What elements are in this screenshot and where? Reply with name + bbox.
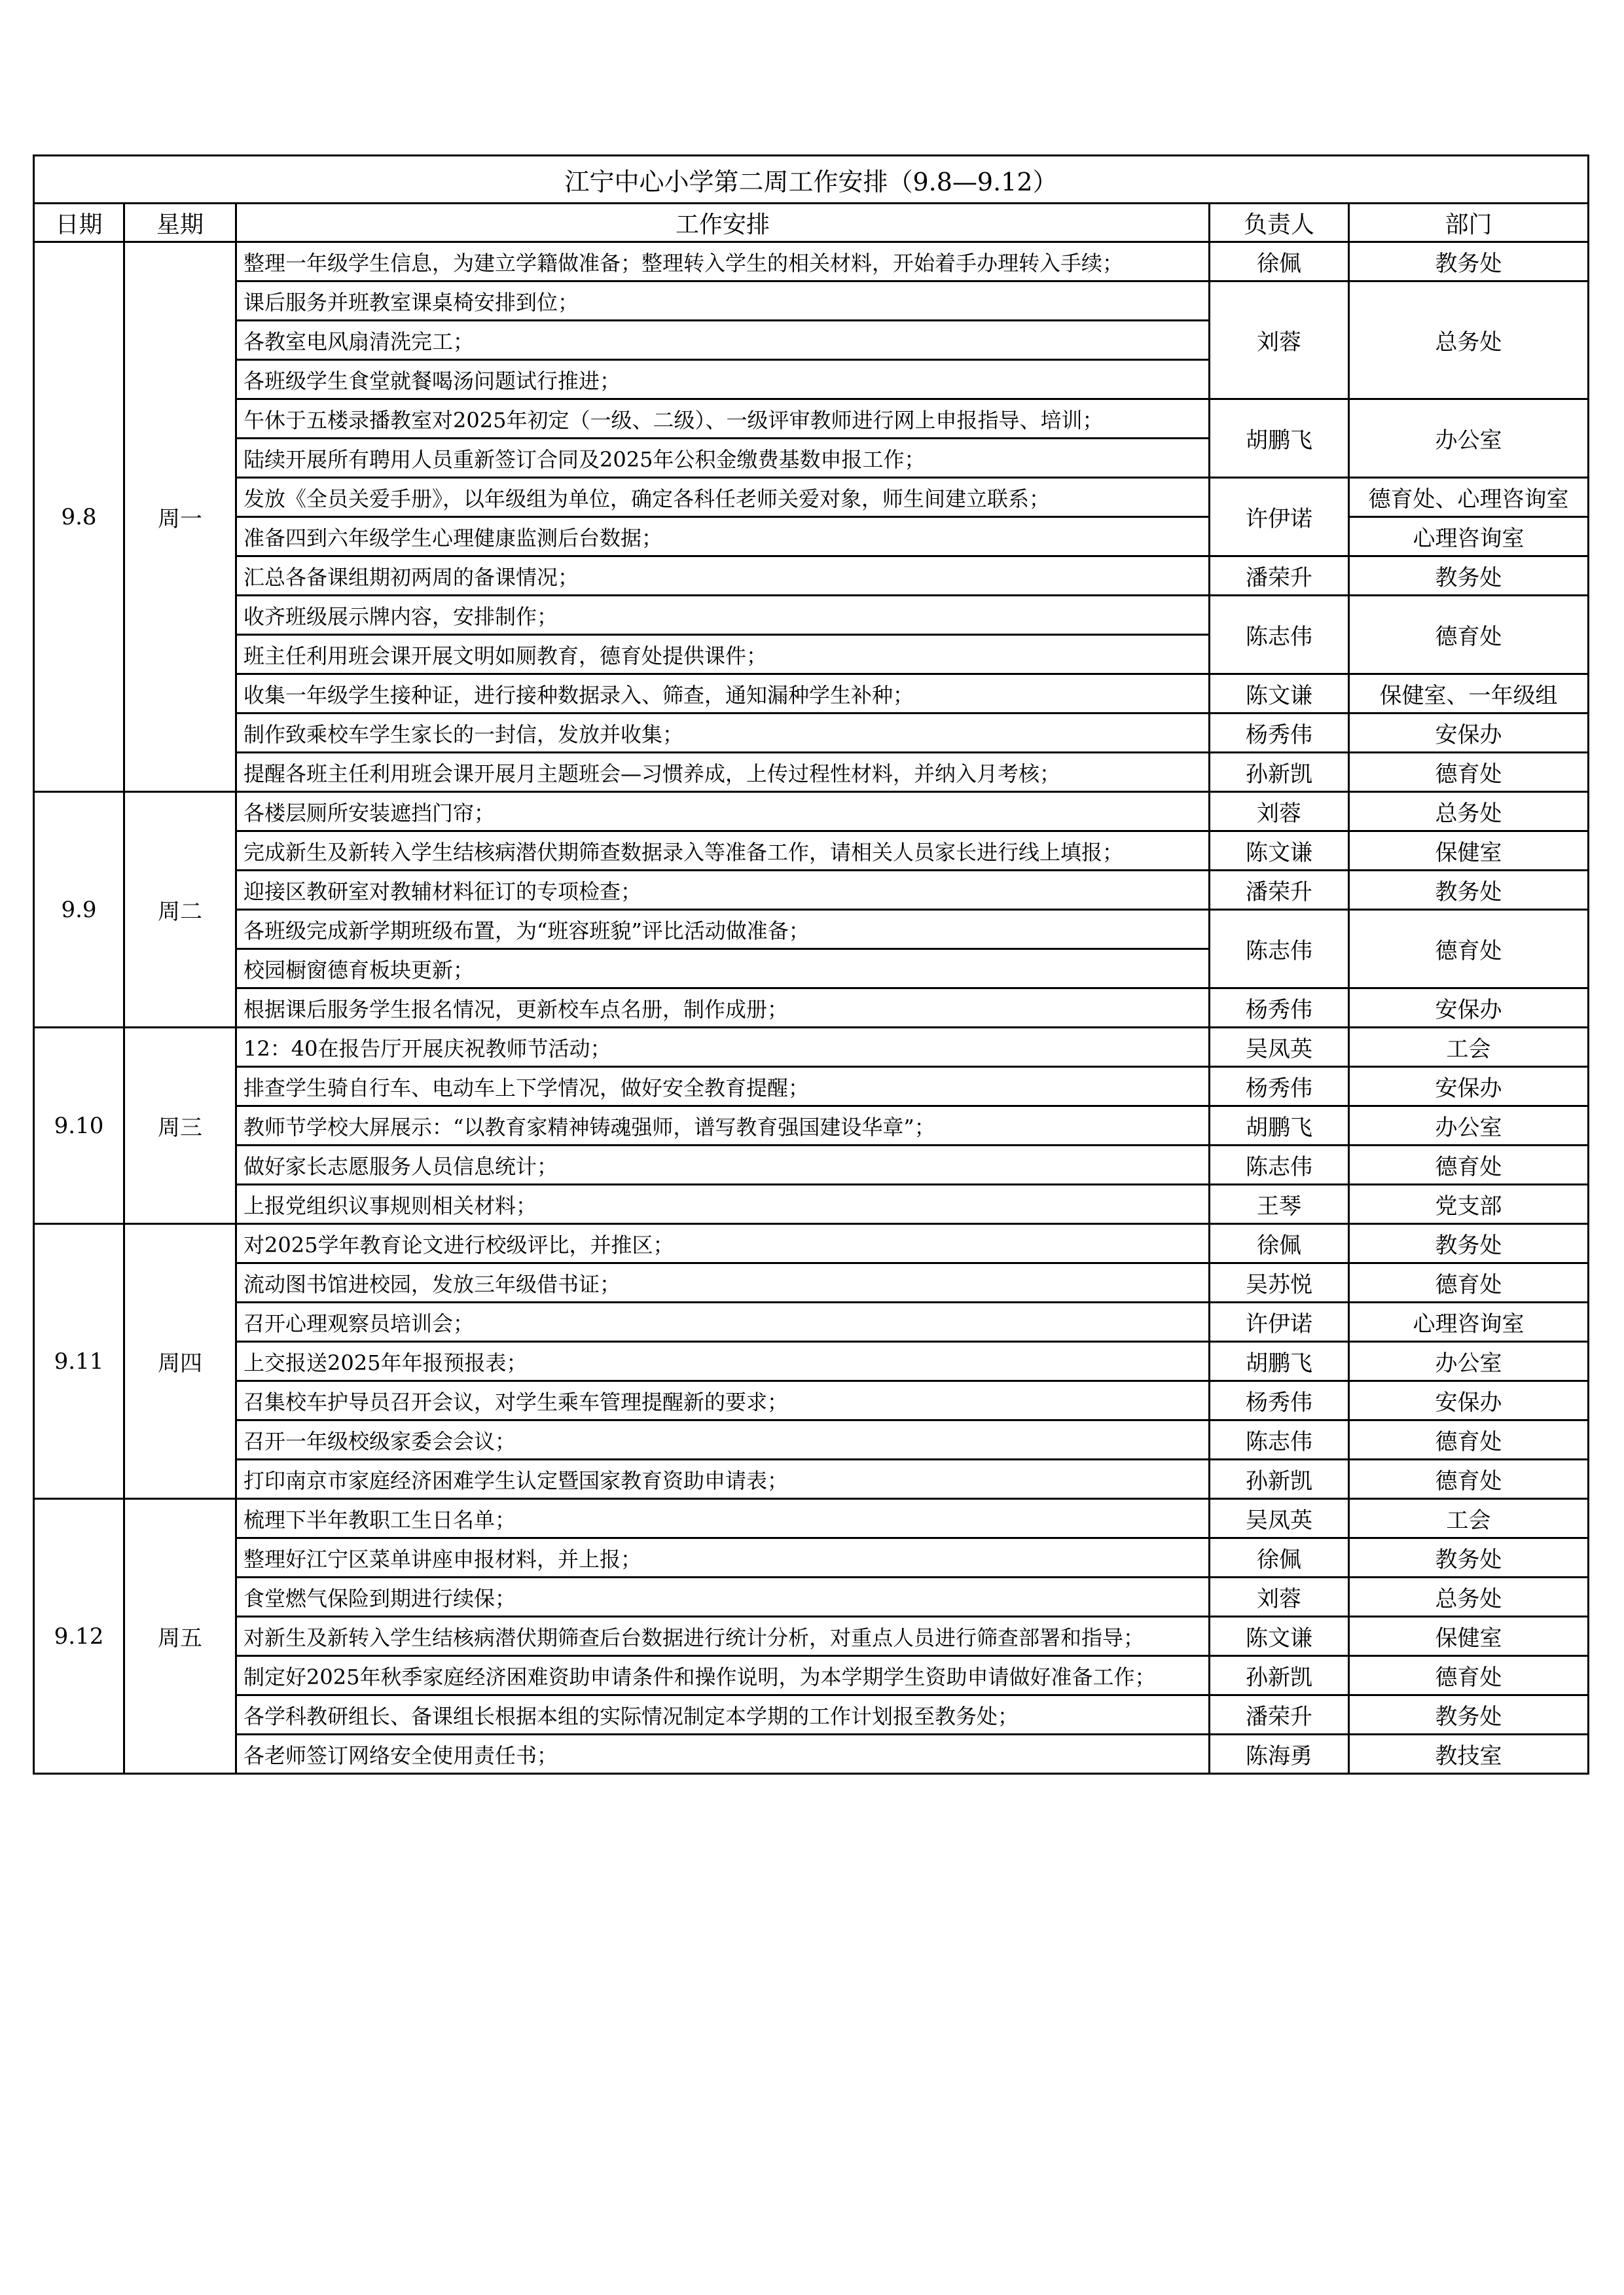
table-row xyxy=(34,1381,1589,1420)
task-cell: 打印南京市家庭经济困难学生认定暨国家教育资助申请表； xyxy=(236,1460,1210,1499)
table-row xyxy=(34,478,1589,517)
header-person: 负责人 xyxy=(1210,204,1349,242)
person-cell: 陈文谦 xyxy=(1210,1617,1349,1656)
task-cell: 各楼层厕所安装遮挡门帘； xyxy=(236,792,1210,831)
task-cell: 流动图书馆进校园，发放三年级借书证； xyxy=(236,1263,1210,1303)
dept-cell: 安保办 xyxy=(1349,1381,1589,1420)
table-row xyxy=(34,1303,1589,1342)
task-cell: 上交报送2025年年报预报表； xyxy=(236,1342,1210,1381)
task-cell: 对新生及新转入学生结核病潜伏期筛查后台数据进行统计分析，对重点人员进行筛查部署和指导； xyxy=(236,1617,1210,1656)
task-cell: 提醒各班主任利用班会课开展月主题班会—习惯养成，上传过程性材料，并纳入月考核； xyxy=(236,753,1210,792)
table-row xyxy=(34,714,1589,753)
table-row xyxy=(34,1578,1589,1617)
date-cell: 9.12 xyxy=(34,1499,124,1774)
table-row xyxy=(34,1735,1589,1774)
dept-cell: 办公室 xyxy=(1349,399,1589,478)
header-task: 工作安排 xyxy=(236,204,1210,242)
weekday-cell: 周一 xyxy=(124,242,236,792)
task-cell: 汇总各备课组期初两周的备课情况； xyxy=(236,556,1210,596)
person-cell: 许伊诺 xyxy=(1210,1303,1349,1342)
table-row xyxy=(34,1263,1589,1303)
person-cell: 孙新凯 xyxy=(1210,753,1349,792)
dept-cell: 德育处 xyxy=(1349,1656,1589,1695)
person-cell: 刘蓉 xyxy=(1210,792,1349,831)
task-cell: 陆续开展所有聘用人员重新签订合同及2025年公积金缴费基数申报工作； xyxy=(236,439,1210,478)
task-cell: 各班级完成新学期班级布置，为“班容班貌”评比活动做准备； xyxy=(236,910,1210,949)
dept-cell: 德育处 xyxy=(1349,1146,1589,1185)
dept-cell: 德育处 xyxy=(1349,1460,1589,1499)
dept-cell: 教务处 xyxy=(1349,556,1589,596)
task-cell: 制作致乘校车学生家长的一封信，发放并收集； xyxy=(236,714,1210,753)
table-row xyxy=(34,281,1589,321)
task-cell: 完成新生及新转入学生结核病潜伏期筛查数据录入等准备工作，请相关人员家长进行线上填报； xyxy=(236,831,1210,871)
dept-cell: 总务处 xyxy=(1349,281,1589,399)
person-cell: 陈志伟 xyxy=(1210,596,1349,674)
task-cell: 班主任利用班会课开展文明如厕教育，德育处提供课件； xyxy=(236,635,1210,674)
header-dept: 部门 xyxy=(1349,204,1589,242)
task-cell: 课后服务并班教室课桌椅安排到位； xyxy=(236,281,1210,321)
table-row xyxy=(34,517,1589,556)
dept-cell: 教技室 xyxy=(1349,1735,1589,1774)
task-cell: 做好家长志愿服务人员信息统计； xyxy=(236,1146,1210,1185)
table-row xyxy=(34,1656,1589,1695)
table-row xyxy=(34,242,1589,281)
person-cell: 陈志伟 xyxy=(1210,910,1349,988)
header-date: 日期 xyxy=(34,204,124,242)
person-cell: 刘蓉 xyxy=(1210,281,1349,399)
person-cell: 孙新凯 xyxy=(1210,1460,1349,1499)
dept-cell: 教务处 xyxy=(1349,242,1589,281)
task-cell: 午休于五楼录播教室对2025年初定（一级、二级）、一级评审教师进行网上申报指导、培训； xyxy=(236,399,1210,439)
table-row xyxy=(34,596,1589,635)
person-cell: 潘荣升 xyxy=(1210,871,1349,910)
dept-cell: 德育处 xyxy=(1349,753,1589,792)
table-row xyxy=(34,1224,1589,1263)
dept-cell: 德育处 xyxy=(1349,1263,1589,1303)
date-cell: 9.8 xyxy=(34,242,124,792)
dept-cell: 办公室 xyxy=(1349,1342,1589,1381)
dept-cell: 德育处 xyxy=(1349,596,1589,674)
table-row xyxy=(34,1538,1589,1578)
task-cell: 对2025学年教育论文进行校级评比，并推区； xyxy=(236,1224,1210,1263)
table-row xyxy=(34,910,1589,949)
dept-cell: 工会 xyxy=(1349,1028,1589,1067)
task-cell: 排查学生骑自行车、电动车上下学情况，做好安全教育提醒； xyxy=(236,1067,1210,1106)
person-cell: 胡鹏飞 xyxy=(1210,399,1349,478)
dept-cell: 安保办 xyxy=(1349,714,1589,753)
weekday-cell: 周三 xyxy=(124,1028,236,1224)
dept-cell: 教务处 xyxy=(1349,1224,1589,1263)
dept-cell: 德育处 xyxy=(1349,910,1589,988)
person-cell: 杨秀伟 xyxy=(1210,1067,1349,1106)
schedule-table xyxy=(33,154,1589,1775)
dept-cell: 德育处 xyxy=(1349,1420,1589,1460)
table-row xyxy=(34,1695,1589,1735)
table-row xyxy=(34,1146,1589,1185)
person-cell: 吴凤英 xyxy=(1210,1028,1349,1067)
person-cell: 陈海勇 xyxy=(1210,1735,1349,1774)
dept-cell: 安保办 xyxy=(1349,1067,1589,1106)
date-cell: 9.9 xyxy=(34,792,124,1028)
dept-cell: 保健室 xyxy=(1349,1617,1589,1656)
weekday-cell: 周五 xyxy=(124,1499,236,1774)
person-cell: 杨秀伟 xyxy=(1210,1381,1349,1420)
person-cell: 徐佩 xyxy=(1210,242,1349,281)
dept-cell: 心理咨询室 xyxy=(1349,517,1589,556)
table-row xyxy=(34,1028,1589,1067)
task-cell: 梳理下半年教职工生日名单； xyxy=(236,1499,1210,1538)
person-cell: 吴苏悦 xyxy=(1210,1263,1349,1303)
dept-cell: 党支部 xyxy=(1349,1185,1589,1224)
person-cell: 陈志伟 xyxy=(1210,1420,1349,1460)
table-row xyxy=(34,1617,1589,1656)
table-row xyxy=(34,831,1589,871)
task-cell: 整理好江宁区菜单讲座申报材料，并上报； xyxy=(236,1538,1210,1578)
person-cell: 杨秀伟 xyxy=(1210,988,1349,1028)
table-row xyxy=(34,871,1589,910)
dept-cell: 教务处 xyxy=(1349,1695,1589,1735)
task-cell: 各老师签订网络安全使用责任书； xyxy=(236,1735,1210,1774)
person-cell: 孙新凯 xyxy=(1210,1656,1349,1695)
task-cell: 各学科教研组长、备课组长根据本组的实际情况制定本学期的工作计划报至教务处； xyxy=(236,1695,1210,1735)
task-cell: 收集一年级学生接种证，进行接种数据录入、筛查，通知漏种学生补种； xyxy=(236,674,1210,714)
person-cell: 吴凤英 xyxy=(1210,1499,1349,1538)
table-row xyxy=(34,1185,1589,1224)
person-cell: 徐佩 xyxy=(1210,1224,1349,1263)
header-row xyxy=(34,204,1589,242)
table-row xyxy=(34,399,1589,439)
table-row xyxy=(34,1067,1589,1106)
weekday-cell: 周四 xyxy=(124,1224,236,1499)
person-cell: 徐佩 xyxy=(1210,1538,1349,1578)
person-cell: 潘荣升 xyxy=(1210,1695,1349,1735)
task-cell: 校园橱窗德育板块更新； xyxy=(236,949,1210,988)
dept-cell: 教务处 xyxy=(1349,1538,1589,1578)
person-cell: 潘荣升 xyxy=(1210,556,1349,596)
task-cell: 收齐班级展示牌内容，安排制作； xyxy=(236,596,1210,635)
date-cell: 9.11 xyxy=(34,1224,124,1499)
dept-cell: 保健室 xyxy=(1349,831,1589,871)
task-cell: 召开一年级校级家委会会议； xyxy=(236,1420,1210,1460)
task-cell: 各班级学生食堂就餐喝汤问题试行推进； xyxy=(236,360,1210,399)
person-cell: 陈文谦 xyxy=(1210,674,1349,714)
table-row xyxy=(34,1420,1589,1460)
page-title: 江宁中心小学第二周工作安排（9.8—9.12） xyxy=(34,156,1589,204)
dept-cell: 德育处、心理咨询室 xyxy=(1349,478,1589,517)
task-cell: 发放《全员关爱手册》，以年级组为单位，确定各科任老师关爱对象，师生间建立联系； xyxy=(236,478,1210,517)
date-cell: 9.10 xyxy=(34,1028,124,1224)
task-cell: 上报党组织议事规则相关材料； xyxy=(236,1185,1210,1224)
dept-cell: 心理咨询室 xyxy=(1349,1303,1589,1342)
task-cell: 整理一年级学生信息，为建立学籍做准备；整理转入学生的相关材料，开始着手办理转入手续； xyxy=(236,242,1210,281)
dept-cell: 安保办 xyxy=(1349,988,1589,1028)
task-cell: 教师节学校大屏展示：“以教育家精神铸魂强师，谱写教育强国建设华章”； xyxy=(236,1106,1210,1146)
table-row xyxy=(34,556,1589,596)
dept-cell: 总务处 xyxy=(1349,792,1589,831)
task-cell: 12：40在报告厅开展庆祝教师节活动； xyxy=(236,1028,1210,1067)
table-row xyxy=(34,1460,1589,1499)
person-cell: 胡鹏飞 xyxy=(1210,1106,1349,1146)
table-row xyxy=(34,1499,1589,1538)
person-cell: 陈志伟 xyxy=(1210,1146,1349,1185)
dept-cell: 办公室 xyxy=(1349,1106,1589,1146)
task-cell: 根据课后服务学生报名情况，更新校车点名册，制作成册； xyxy=(236,988,1210,1028)
person-cell: 杨秀伟 xyxy=(1210,714,1349,753)
weekday-cell: 周二 xyxy=(124,792,236,1028)
task-cell: 召集校车护导员召开会议，对学生乘车管理提醒新的要求； xyxy=(236,1381,1210,1420)
table-row xyxy=(34,792,1589,831)
person-cell: 许伊诺 xyxy=(1210,478,1349,556)
task-cell: 迎接区教研室对教辅材料征订的专项检查； xyxy=(236,871,1210,910)
table-row xyxy=(34,988,1589,1028)
person-cell: 胡鹏飞 xyxy=(1210,1342,1349,1381)
header-weekday: 星期 xyxy=(124,204,236,242)
task-cell: 准备四到六年级学生心理健康监测后台数据； xyxy=(236,517,1210,556)
dept-cell: 总务处 xyxy=(1349,1578,1589,1617)
person-cell: 王琴 xyxy=(1210,1185,1349,1224)
dept-cell: 工会 xyxy=(1349,1499,1589,1538)
task-cell: 召开心理观察员培训会； xyxy=(236,1303,1210,1342)
task-cell: 制定好2025年秋季家庭经济困难资助申请条件和操作说明，为本学期学生资助申请做好准备工作； xyxy=(236,1656,1210,1695)
task-cell: 食堂燃气保险到期进行续保； xyxy=(236,1578,1210,1617)
dept-cell: 保健室、一年级组 xyxy=(1349,674,1589,714)
person-cell: 刘蓉 xyxy=(1210,1578,1349,1617)
dept-cell: 教务处 xyxy=(1349,871,1589,910)
person-cell: 陈文谦 xyxy=(1210,831,1349,871)
table-row xyxy=(34,1342,1589,1381)
table-row xyxy=(34,1106,1589,1146)
task-cell: 各教室电风扇清洗完工； xyxy=(236,321,1210,360)
table-row xyxy=(34,753,1589,792)
table-row xyxy=(34,674,1589,714)
